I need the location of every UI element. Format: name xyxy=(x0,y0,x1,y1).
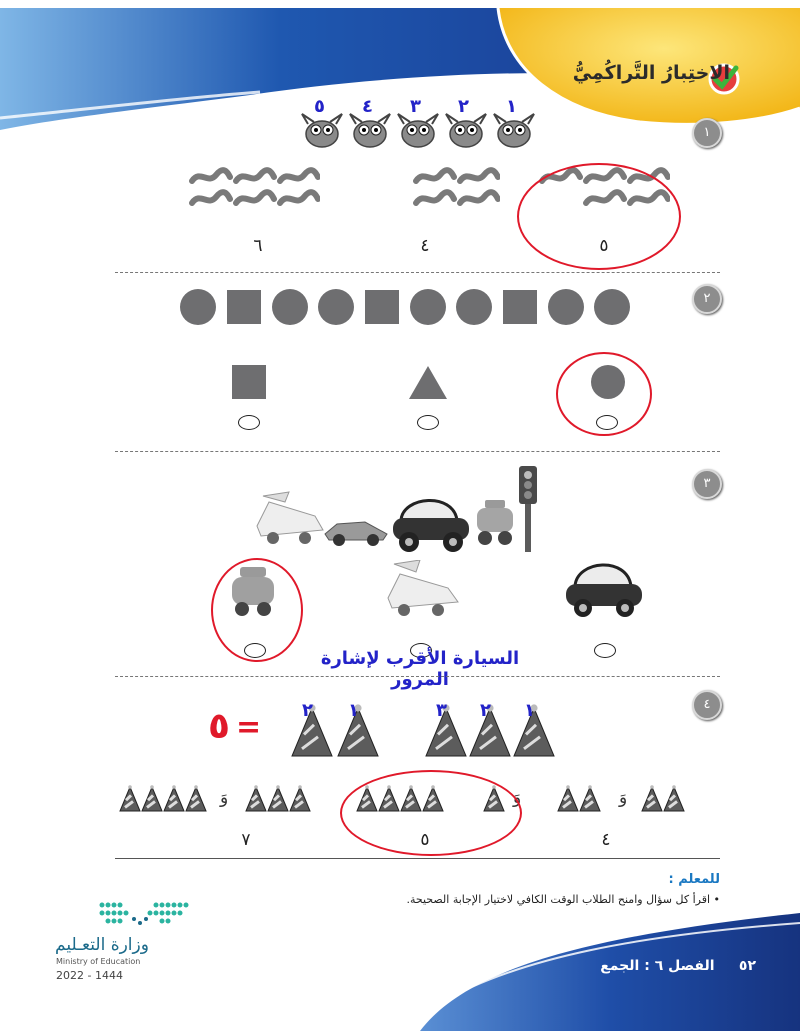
square-shape xyxy=(227,290,261,324)
option-label[interactable]: ٥ xyxy=(599,236,609,256)
handwritten-number: ٢ xyxy=(302,700,313,721)
worm-icon xyxy=(460,170,498,181)
option-label[interactable]: ٦ xyxy=(253,236,263,256)
party-hat-icon xyxy=(120,785,140,811)
option-label[interactable]: ٧ xyxy=(241,830,251,850)
party-hat-icon xyxy=(186,785,206,811)
square-shape xyxy=(503,290,537,324)
worm-icon xyxy=(236,170,274,181)
circle-shape xyxy=(410,289,446,325)
party-hat-icon xyxy=(164,785,184,811)
traffic-scene xyxy=(255,462,555,554)
answer-circle xyxy=(517,163,681,270)
ministry-logo-icon xyxy=(96,897,192,933)
party-hat-icon xyxy=(642,785,662,811)
fish-icon xyxy=(396,96,440,158)
cabriolet-option xyxy=(384,560,464,620)
fish-icon xyxy=(348,96,392,158)
worm-group-6 xyxy=(180,165,320,215)
fish-row xyxy=(300,98,545,158)
worm-icon xyxy=(280,170,318,181)
worm-icon xyxy=(460,192,498,203)
edition-year: 2022 - 1444 xyxy=(56,969,123,982)
worm-icon xyxy=(192,192,230,203)
conjunction: وَ xyxy=(513,788,522,808)
square-shape xyxy=(365,290,399,324)
option-label[interactable]: ٤ xyxy=(420,236,430,256)
equals-sign: = xyxy=(236,710,262,745)
worm-icon xyxy=(236,192,274,203)
answer-bubble[interactable] xyxy=(594,643,616,658)
divider xyxy=(115,858,720,859)
divider xyxy=(115,676,720,677)
handwritten-number: ٢ xyxy=(458,96,469,117)
question-number: ١ xyxy=(692,118,722,148)
worm-group-4 xyxy=(360,165,500,215)
party-hat-icon xyxy=(268,785,288,811)
circle-shape xyxy=(548,289,584,325)
circle-shape xyxy=(456,289,492,325)
large-car-option xyxy=(563,556,645,620)
fish-icon xyxy=(444,96,488,158)
circle-shape xyxy=(272,289,308,325)
page-number: ٥٢ xyxy=(738,958,756,974)
worm-icon xyxy=(416,170,454,181)
answer-circle xyxy=(340,770,522,856)
shape-pattern xyxy=(180,287,640,327)
party-hat-icon xyxy=(142,785,162,811)
party-hat-icon xyxy=(580,785,600,811)
handwritten-number: ١ xyxy=(348,700,359,721)
option-label[interactable]: ٤ xyxy=(601,830,611,850)
handwritten-number: ٢ xyxy=(480,700,491,721)
answer-bubble[interactable] xyxy=(238,415,260,430)
party-hat-icon xyxy=(290,785,310,811)
worm-icon xyxy=(416,192,454,203)
answer-circle xyxy=(556,352,652,436)
page-footer xyxy=(560,958,756,974)
circle-shape xyxy=(594,289,630,325)
handwritten-number: ٤ xyxy=(362,96,373,117)
fish-icon xyxy=(300,96,344,158)
ministry-name-en: Ministry of Education xyxy=(56,957,141,966)
party-hat-icon xyxy=(246,785,266,811)
handwritten-number: ٣ xyxy=(436,700,447,721)
conjunction: وَ xyxy=(220,788,229,808)
fish-icon xyxy=(492,96,536,158)
handwritten-number: ٣ xyxy=(410,96,421,117)
handwritten-number: ١ xyxy=(506,96,517,117)
teacher-instruction: • اقرأ كل سؤال وامنح الطلاب الوقت الكافي لاختيار الإجابة الصحيحة. xyxy=(406,893,720,906)
circle-shape xyxy=(180,289,216,325)
handwritten-note: السيارة الأقرب لإشارة المرور xyxy=(320,648,520,690)
divider xyxy=(115,451,720,452)
divider xyxy=(115,272,720,273)
question-number: ٣ xyxy=(692,469,722,499)
square-option xyxy=(232,365,266,399)
conjunction: وَ xyxy=(619,788,628,808)
party-hat-icon xyxy=(558,785,578,811)
answer-circle xyxy=(211,558,303,662)
triangle-option xyxy=(408,364,448,400)
circle-shape xyxy=(318,289,354,325)
chapter-title: الفصل ٦ : الجمع xyxy=(600,958,715,974)
page-title: الاختِبارُ التَّراكُمِيُّ xyxy=(572,62,730,84)
answer-bubble[interactable] xyxy=(417,415,439,430)
worm-icon xyxy=(280,192,318,203)
option-label[interactable]: ٥ xyxy=(420,830,430,850)
question-number: ٢ xyxy=(692,284,722,314)
question-number: ٤ xyxy=(692,690,722,720)
handwritten-number: ١ xyxy=(524,700,535,721)
handwritten-result: ٥ xyxy=(208,706,230,747)
party-hat-icon xyxy=(664,785,684,811)
worm-icon xyxy=(192,170,230,181)
handwritten-number: ٥ xyxy=(314,96,325,117)
ministry-name-ar: وزارة التعـليم xyxy=(55,935,149,955)
teacher-heading: للمعلم : xyxy=(668,872,720,887)
